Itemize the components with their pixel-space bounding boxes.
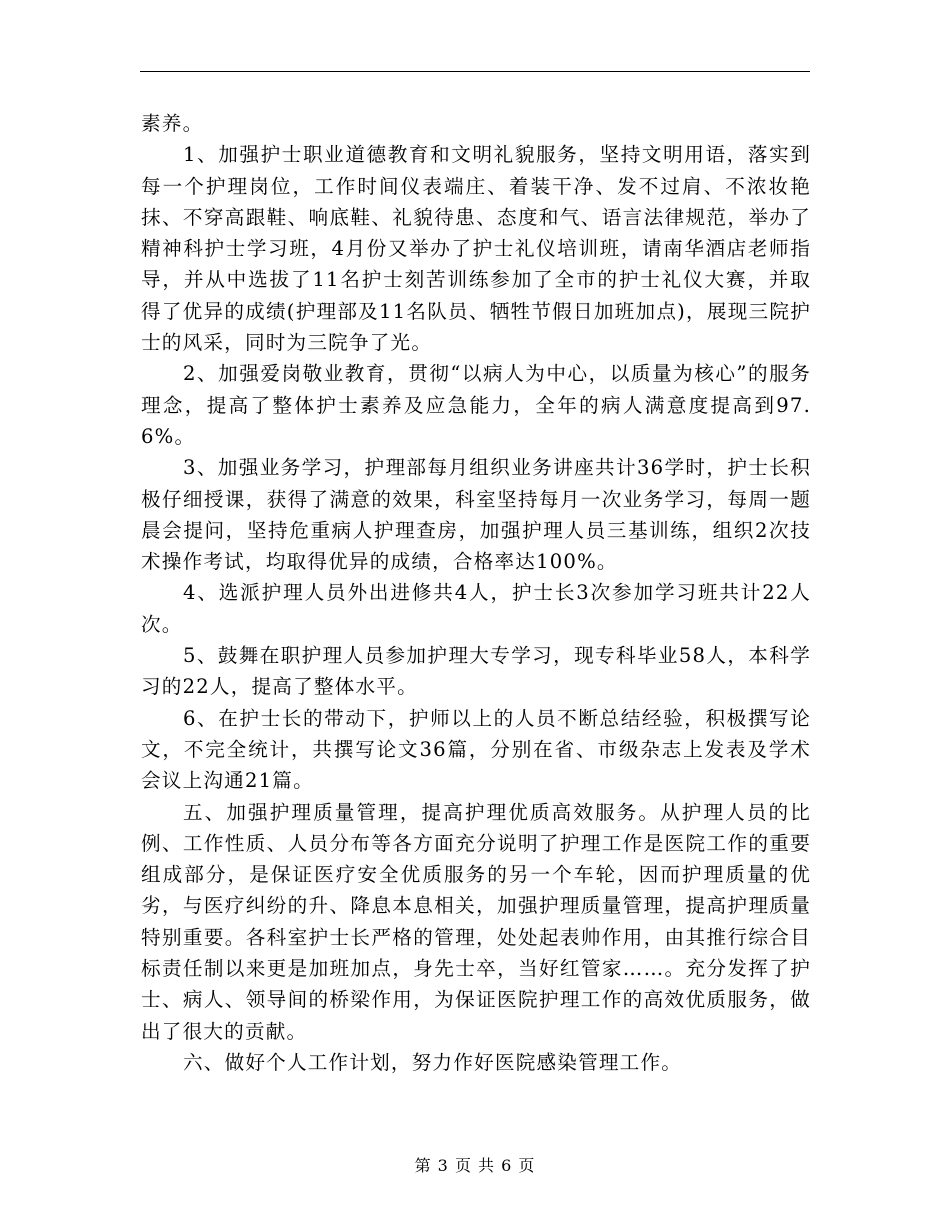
paragraph-item-3: 3、加强业务学习，护理部每月组织业务讲座共计36学时，护士长积极仔细授课，获得了满意的效果，科室坚持每月一次业务学习，每周一题晨会提问，坚持危重病人护理查房，加强护理人员三基训练，组织2次技术操作考试，均取得优异的成绩，合格率达100%。 (141, 456, 811, 574)
paragraph-continuation: 素养。 (141, 112, 204, 135)
paragraph-item-4: 4、选派护理人员外出进修共4人，护士长3次参加学习班共计22人次。 (141, 581, 811, 636)
paragraph-section-5: 五、加强护理质量管理，提高护理优质高效服务。从护理人员的比例、工作性质、人员分布等各方面充分说明了护理工作是医院工作的重要组成部分，是保证医疗安全优质服务的另一个车轮，因而护理质量的优劣，与医疗纠纷的升、降息本息相关，加强护理质量管理，提高护理质量特别重要。各科室护士长严格的管理，处处起表帅作用，由其推行综合目标责任制以来更是加班加点，身先士卒，当好红管家……。充分发挥了护士、病人、领导间的桥梁作用，为保证医院护理工作的高效优质服务，做出了很大的贡献。 (141, 800, 811, 1043)
paragraph-section-6: 六、做好个人工作计划，努力作好医院感染管理工作。 (183, 1050, 683, 1074)
paragraph-item-5: 5、鼓舞在职护理人员参加护理大专学习，现专科毕业58人，本科学习的22人，提高了整体水平。 (141, 644, 811, 699)
paragraph-item-1: 1、加强护士职业道德教育和文明礼貌服务，坚持文明用语，落实到每一个护理岗位，工作时间仪表端庄、着装干净、发不过肩、不浓妆艳抹、不穿高跟鞋、响底鞋、礼貌待患、态度和气、语言法律规范，举办了精神科护士学习班，4月份又举办了护士礼仪培训班，请南华酒店老师指导，并从中选拔了11名护士刻苦训练参加了全市的护士礼仪大赛，并取得了优异的成绩(护理部及11名队员、牺牲节假日加班加点)，展现三院护士的风采，同时为三院争了光。 (141, 143, 811, 355)
paragraph-item-2: 2、加强爱岗敬业教育，贯彻“以病人为中心，以质量为核心”的服务理念，提高了整体护士素养及应急能力，全年的病人满意度提高到97.6%。 (141, 362, 811, 448)
paragraph-item-6: 6、在护士长的带动下，护师以上的人员不断总结经验，积极撰写论文，不完全统计，共撰写论文36篇，分别在省、市级杂志上发表及学术会议上沟通21篇。 (141, 706, 811, 793)
document-body (141, 108, 811, 1078)
page-number-footer: 第 3 页 共 6 页 (414, 1156, 536, 1175)
header-rule (140, 71, 810, 72)
